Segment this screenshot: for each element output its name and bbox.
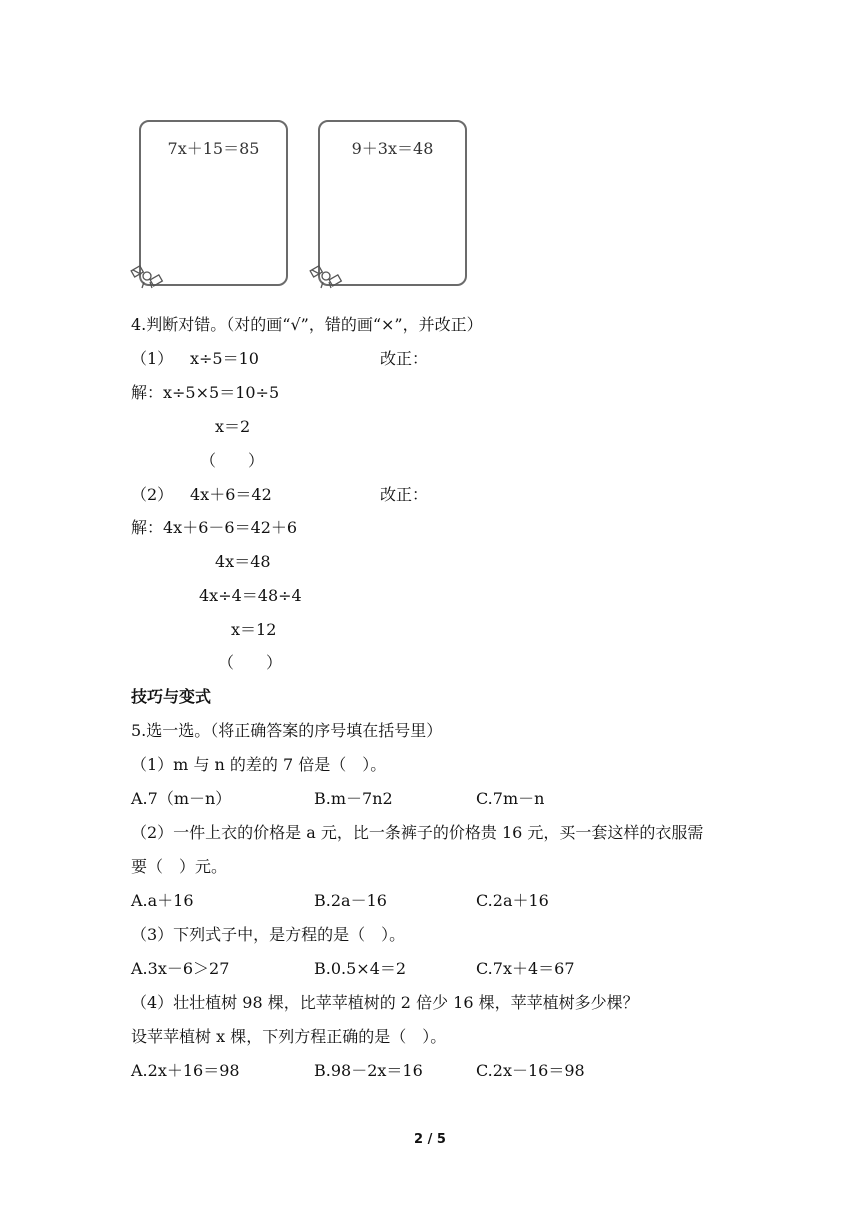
q5-sub3-option-c: C.7x＋4＝67 xyxy=(476,959,575,978)
q5-sub2-line2: 要（ ）元。 xyxy=(131,857,228,876)
q5-sub4-option-c: C.2x－16＝98 xyxy=(476,1061,585,1080)
q4-part2-correction-label: 改正： xyxy=(380,485,429,504)
q5-sub4-line1: （4）壮壮植树 98 棵，比苹苹植树的 2 倍少 16 棵，苹苹植树多少棵？ xyxy=(131,993,639,1012)
q4-part2-solution-line3: 4x÷4＝48÷4 xyxy=(199,586,302,605)
q5-sub3-option-b: B.0.5×4＝2 xyxy=(314,959,407,978)
q5-sub4-option-a: A.2x＋16＝98 xyxy=(131,1061,240,1080)
q4-part2-solution-line4: x＝12 xyxy=(231,620,277,639)
q5-sub1-option-c: C.7m－n xyxy=(476,789,545,808)
q4-title: 4.判断对错。（对的画“√”，错的画“×”，并改正） xyxy=(131,315,483,334)
q5-sub1-option-b: B.m－7n2 xyxy=(314,789,393,808)
q4-part1-equation: x÷5＝10 xyxy=(190,349,259,368)
q4-part2-answer-paren: （ ） xyxy=(218,653,283,672)
box-equation-2: 9＋3x＝48 xyxy=(351,139,434,158)
q5-sub3: （3）下列式子中，是方程的是（ ）。 xyxy=(131,925,406,944)
q5-sub4-line2: 设苹苹植树 x 棵，下列方程正确的是（ ）。 xyxy=(131,1027,447,1046)
q4-part2-label: （2） xyxy=(131,485,174,504)
q5-sub2-line1: （2）一件上衣的价格是 a 元，比一条裤子的价格贵 16 元，买一套这样的衣服需 xyxy=(131,823,704,842)
q5-sub3-option-a: A.3x－6＞27 xyxy=(131,959,230,978)
q4-part1-label: （1） xyxy=(131,349,174,368)
q5-title: 5.选一选。（将正确答案的序号填在括号里） xyxy=(131,721,443,740)
q4-part2-equation: 4x＋6＝42 xyxy=(190,485,272,504)
satellite-icon xyxy=(309,262,343,290)
q4-part2-solution-line1: 解：4x＋6－6＝42＋6 xyxy=(131,518,298,537)
q4-part1-solution-line2: x＝2 xyxy=(215,417,251,436)
q5-sub4-option-b: B.98－2x＝16 xyxy=(314,1061,423,1080)
box-equation-1: 7x＋15＝85 xyxy=(167,139,260,158)
satellite-icon xyxy=(130,262,164,290)
q5-sub1: （1）m 与 n 的差的 7 倍是（ ）。 xyxy=(131,755,387,774)
q4-part1-solution-line1: 解：x÷5×5＝10÷5 xyxy=(131,383,280,402)
q4-part1-correction-label: 改正： xyxy=(380,349,429,368)
q5-sub1-option-a: A.7（m－n） xyxy=(131,789,232,808)
q4-part1-answer-paren: （ ） xyxy=(200,451,265,470)
section-heading: 技巧与变式 xyxy=(131,687,212,706)
q5-sub2-option-a: A.a＋16 xyxy=(131,891,194,910)
q5-sub2-option-c: C.2a＋16 xyxy=(476,891,549,910)
q4-part2-solution-line2: 4x＝48 xyxy=(215,552,271,571)
q5-sub2-option-b: B.2a－16 xyxy=(314,891,387,910)
page-number: 2 / 5 xyxy=(414,1132,446,1147)
